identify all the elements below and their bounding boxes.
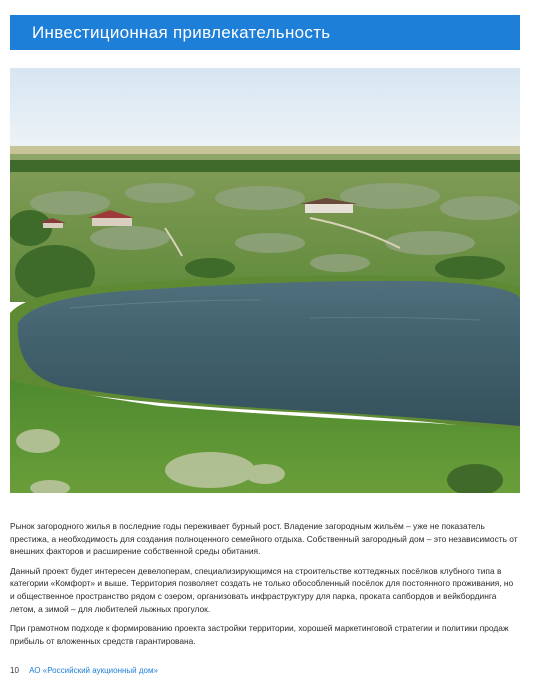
- paragraph-profit: При грамотном подходе к формированию проекта застройки территории, хорошей маркетинговой стратегии и политики продаж прибыль от вложенных средств гарантирована.: [10, 623, 509, 646]
- section-title: Инвестиционная привлекательность: [32, 22, 331, 42]
- company-name: АО «Российский аукционный дом»: [29, 666, 158, 675]
- paragraph-market: Рынок загородного жилья в последние годы переживает бурный рост. Владение загородным жильём – уже не показатель престижа, а необходимость для создания полноценного семейного отдыха. Собственный загородный дом – это независимость от внешних факторов и расширение собственной среды обитания.: [10, 521, 518, 557]
- section-header-bar: [10, 15, 520, 50]
- body-text: [10, 520, 520, 654]
- aerial-lake-photo: [10, 68, 520, 493]
- page-number: 10: [10, 666, 19, 675]
- paragraph-project: Данный проект будет интересен девелоперам, специализирующимся на строительстве коттеджных посёлков клубного типа в категории «Комфорт» и выше. Территория позволяет создать не только обособленный посёлок для постоянного проживания, но и общественное пространство рядом с озером, организовать инфраструктуру для парка, проката сапбордов и вейкбординга летом, а зимой – для любителей лыжных прогулок.: [10, 565, 514, 614]
- landscape-image: [10, 68, 520, 493]
- page-footer: [10, 666, 158, 675]
